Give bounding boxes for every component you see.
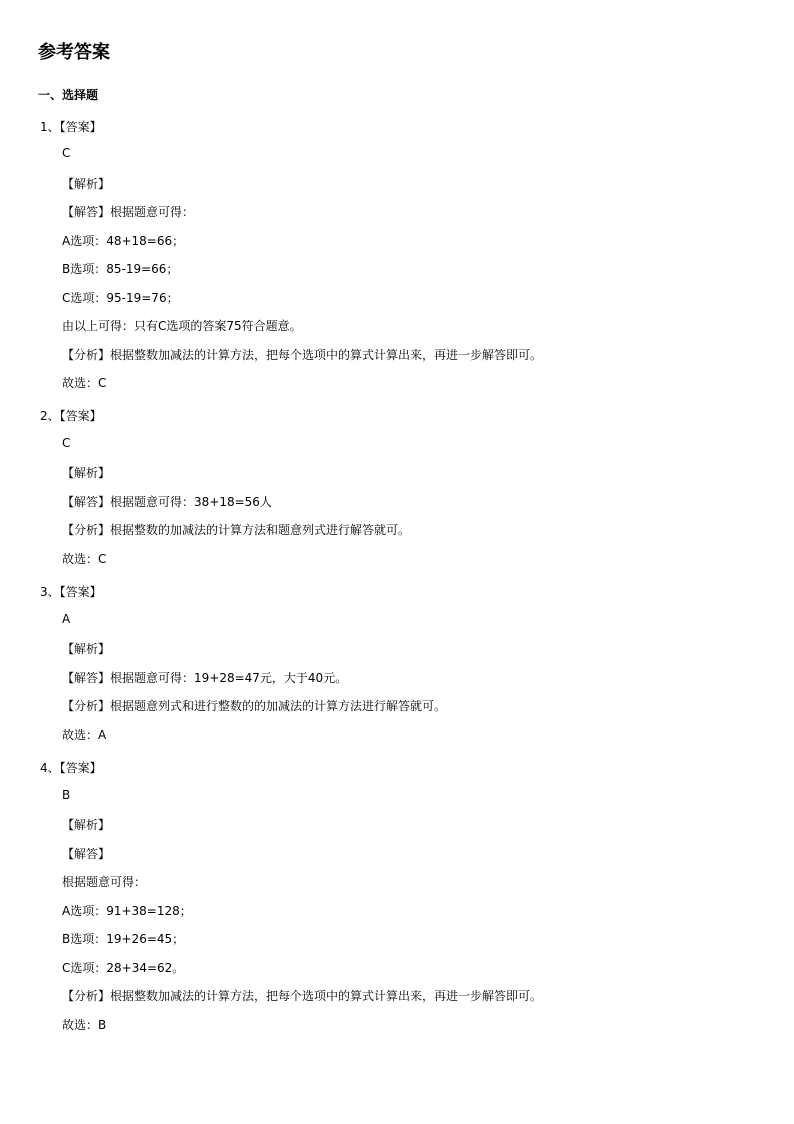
question-4-solution-label: 【解答】: [62, 847, 111, 861]
question-1-reasoning: 【分析】根据整数加减法的计算方法，把每个选项中的算式计算出来，再进一步解答即可。: [62, 348, 543, 362]
question-2-reasoning: 【分析】根据整数的加减法的计算方法和题意列式进行解答就可。: [62, 523, 411, 537]
question-3-analysis-label: 【解析】: [62, 642, 111, 656]
question-2-analysis-label: 【解析】: [62, 466, 111, 480]
question-1-conclusion: 由以上可得：只有C选项的答案75符合题意。: [62, 319, 302, 333]
question-2-header: 2、【答案】: [40, 409, 102, 423]
question-4-header: 4、【答案】: [40, 761, 102, 775]
question-1-answer: C: [62, 146, 71, 160]
question-1-analysis-label: 【解析】: [62, 177, 111, 191]
question-2-answer: C: [62, 436, 71, 450]
question-3-choice: 故选：A: [62, 728, 107, 742]
question-4-choice: 故选：B: [62, 1018, 107, 1032]
question-2-solution: 【解答】根据题意可得：38+18=56人: [62, 495, 272, 509]
question-1-option-b: B选项：85-19=66；: [62, 262, 179, 276]
question-3-answer: A: [62, 612, 71, 626]
question-4-option-c: C选项：28+34=62。: [62, 961, 185, 975]
page-title: 参考答案: [38, 42, 110, 63]
question-4-reasoning: 【分析】根据整数加减法的计算方法，把每个选项中的算式计算出来，再进一步解答即可。: [62, 989, 543, 1003]
question-4-answer: B: [62, 788, 71, 802]
question-3-header: 3、【答案】: [40, 585, 102, 599]
question-1-option-c: C选项：95-19=76；: [62, 291, 179, 305]
question-1-option-a: A选项：48+18=66；: [62, 234, 185, 248]
question-4-solution: 根据题意可得：: [62, 875, 147, 889]
section-heading: 一、选择题: [38, 88, 99, 102]
question-4-option-a: A选项：91+38=128；: [62, 904, 192, 918]
question-4-analysis-label: 【解析】: [62, 818, 111, 832]
question-2-choice: 故选：C: [62, 552, 107, 566]
question-4-option-b: B选项：19+26=45；: [62, 932, 185, 946]
question-1-header: 1、【答案】: [40, 120, 102, 134]
question-3-reasoning: 【分析】根据题意列式和进行整数的的加减法的计算方法进行解答就可。: [62, 699, 447, 713]
question-1-solution: 【解答】根据题意可得：: [62, 205, 195, 219]
question-3-solution: 【解答】根据题意可得：19+28=47元，大于40元。: [62, 671, 348, 685]
question-1-choice: 故选：C: [62, 376, 107, 390]
